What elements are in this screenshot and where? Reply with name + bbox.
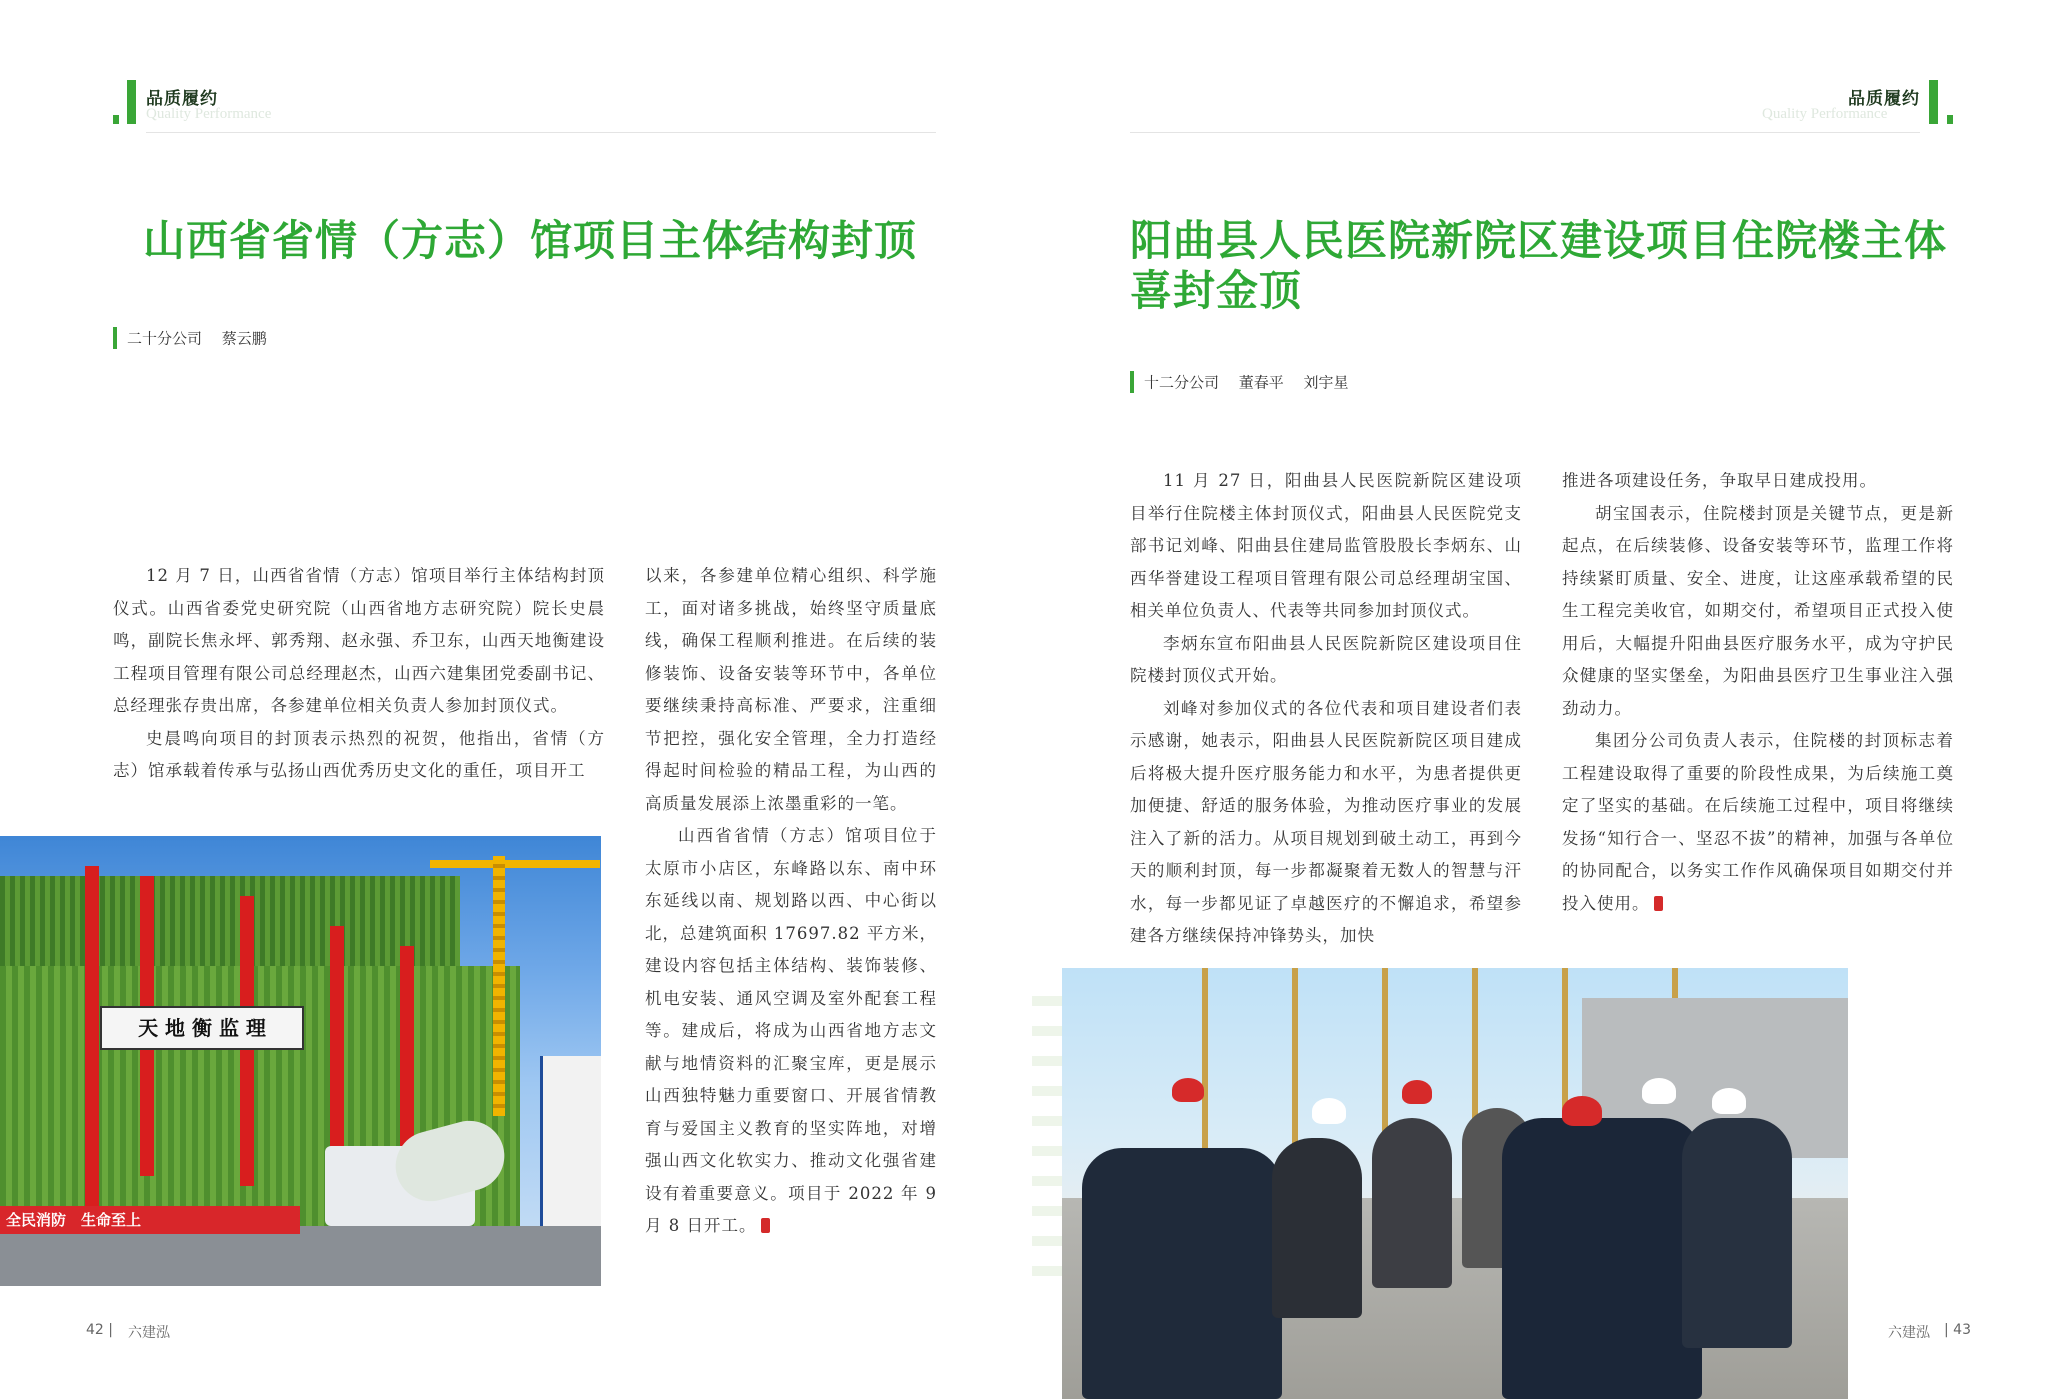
- right-title-line2: 喜封金顶: [1130, 266, 1303, 315]
- paragraph-text: 集团分公司负责人表示，住院楼的封顶标志着工程建设取得了重要的阶段性成果，为后续施工奠定了坚实的基础。在后续施工过程中，项目将继续发扬“知行合一、坚忍不拔”的精神，加强与各单位的协同配合，以务实工作作风确保项目如期交付并投入使用。: [1562, 731, 1954, 913]
- paragraph: 胡宝国表示，住院楼封顶是关键节点，更是新起点，在后续装修、设备安装等环节，监理工作将持续紧盯质量、安全、进度，让这座承载希望的民生工程完美收官，如期交付，希望项目正式投入使用后，大幅提升阳曲县医疗服务水平，成为守护民众健康的坚实堡垒，为阳曲县医疗卫生事业注入强劲动力。: [1562, 503, 1954, 718]
- left-header-bar-tall: [127, 80, 136, 124]
- hard-hat-icon: [1642, 1078, 1676, 1104]
- paragraph: 以来，各参建单位精心组织、科学施工，面对诸多挑战，始终坚守质量底线，确保工程顺利推进。在后续的装修装饰、设备安装等环节中，各单位要继续秉持高标准、严要求，注重细节把控，强化安全管理，全力打造经得起时间检验的精品工程，为山西的高质量发展添上浓墨重彩的一笔。: [645, 566, 937, 813]
- right-article-byline: [1130, 371, 1349, 393]
- hard-hat-icon: [1712, 1088, 1746, 1114]
- left-article-col2: [645, 560, 937, 1243]
- tower-crane: [493, 856, 505, 1116]
- byline-text: 十二分公司 董春平 刘宇星: [1144, 373, 1349, 392]
- right-header-rule: [1130, 132, 1920, 133]
- byline-accent-bar: [113, 327, 117, 349]
- paragraph: 12 月 7 日，山西省省情（方志）馆项目举行主体结构封顶仪式。山西省委党史研究院（山西省地方志研究院）院长史晨鸣，副院长焦永坪、郭秀翔、赵永强、乔卫东，山西天地衡建设工程项目管理有限公司总经理赵杰，山西六建集团党委副书记、总经理张存贵出席，各参建单位相关负责人参加封顶仪式。: [113, 566, 605, 715]
- left-header-bar-small: [113, 115, 119, 124]
- right-section-title: 品质履约: [1848, 89, 1920, 109]
- paragraph: [645, 820, 937, 1243]
- crane-arm: [430, 860, 600, 868]
- right-section-subtitle: Quality Performance: [1762, 106, 1888, 122]
- paragraph: [1562, 725, 1954, 920]
- groundbreaking-ceremony-photo: [1062, 968, 1848, 1399]
- construction-site-photo: [0, 836, 601, 1286]
- worker-figure: [1682, 1118, 1792, 1348]
- scaffold-pole: [1202, 968, 1208, 1148]
- worker-figure: [1372, 1118, 1452, 1288]
- left-header-rule: [146, 132, 936, 133]
- ground: [0, 1226, 601, 1286]
- left-page-number: 42 |: [86, 1322, 113, 1338]
- red-banner: [330, 926, 344, 1166]
- byline-text: 二十分公司 蔡云鹏: [127, 329, 267, 348]
- hard-hat-icon: [1562, 1096, 1602, 1126]
- scaffold-pole: [1382, 968, 1388, 1148]
- worker-figure: [1082, 1148, 1282, 1399]
- supervision-sign-text: 天 地 衡 监 理: [138, 1016, 266, 1040]
- paragraph: 推进各项建设任务，争取早日建成投用。: [1562, 471, 1877, 490]
- end-seal-icon: [1654, 896, 1663, 911]
- right-article-col1: [1130, 465, 1522, 953]
- red-banner: [400, 946, 414, 1146]
- paragraph: 刘峰对参加仪式的各位代表和项目建设者们表示感谢，她表示，阳曲县人民医院新院区项目建成后将极大提升医疗服务能力和水平，为患者提供更加便捷、舒适的服务体验，为推动医疗事业的发展注入了新的活力。从项目规划到破土动工，再到今天的顺利封顶，每一步都凝聚着无数人的智慧与汗水，每一步都见证了卓越医疗的不懈追求，希望参建各方继续保持冲锋势头，加快: [1130, 698, 1522, 945]
- right-magazine-name: 六建泓: [1888, 1325, 1930, 1341]
- site-cabin: [540, 1056, 601, 1226]
- right-header-bar-tall: [1929, 80, 1938, 124]
- left-article-col1: [113, 560, 605, 788]
- right-article-title: [1130, 216, 1950, 316]
- worker-figure: [1502, 1118, 1702, 1399]
- supervision-sign: [100, 1006, 304, 1050]
- paragraph: 史晨鸣向项目的封顶表示热烈的祝贺，他指出，省情（方志）馆承载着传承与弘扬山西优秀历史文化的重任，项目开工: [113, 728, 605, 780]
- worker-figure: [1272, 1138, 1362, 1318]
- scaffold-pole: [1292, 968, 1298, 1148]
- left-article-title: 山西省省情（方志）馆项目主体结构封顶: [143, 216, 918, 265]
- right-header-bar-small: [1947, 115, 1953, 124]
- left-section-subtitle: Quality Performance: [146, 106, 272, 122]
- red-banner: [85, 866, 99, 1206]
- fence-banner-text: 全民消防 生命至上: [6, 1211, 142, 1229]
- hard-hat-icon: [1402, 1080, 1432, 1104]
- left-section-title: 品质履约: [146, 89, 218, 109]
- end-seal-icon: [761, 1218, 770, 1233]
- left-article-byline: [113, 327, 267, 349]
- right-title-line1: 阳曲县人民医院新院区建设项目住院楼主体: [1130, 216, 1948, 265]
- paragraph-text: 山西省省情（方志）馆项目位于太原市小店区，东峰路以东、南中环东延线以南、规划路以西、中心街以北，总建筑面积 17697.82 平方米，建设内容包括主体结构、装饰装修、机电安装、通风空调及室外配套工程等。建成后，将成为山西省地方志文献与地情资料的汇聚宝库，更是展示山西独特魅力重要窗口、开展省情教育与爱国主义教育的坚实阵地，对增强山西文化软实力、推动文化强省建设有着重要意义。项目于 2022 年 9 月 8 日开工。: [645, 826, 937, 1235]
- red-fence-banner: [0, 1206, 300, 1234]
- decorative-stripes: [1032, 996, 1062, 1296]
- hard-hat-icon: [1172, 1078, 1204, 1102]
- left-magazine-name: 六建泓: [128, 1325, 170, 1341]
- paragraph: 李炳东宣布阳曲县人民医院新院区建设项目住院楼封顶仪式开始。: [1130, 633, 1522, 685]
- byline-accent-bar: [1130, 371, 1134, 393]
- right-page-number: | 43: [1944, 1322, 1971, 1338]
- right-article-col2: [1562, 465, 1954, 920]
- hard-hat-icon: [1312, 1098, 1346, 1124]
- paragraph: 11 月 27 日，阳曲县人民医院新院区建设项目举行住院楼主体封顶仪式，阳曲县人民医院党支部书记刘峰、阳曲县住建局监管股股长李炳东、山西华誉建设工程项目管理有限公司总经理胡宝国、相关单位负责人、代表等共同参加封顶仪式。: [1130, 471, 1522, 620]
